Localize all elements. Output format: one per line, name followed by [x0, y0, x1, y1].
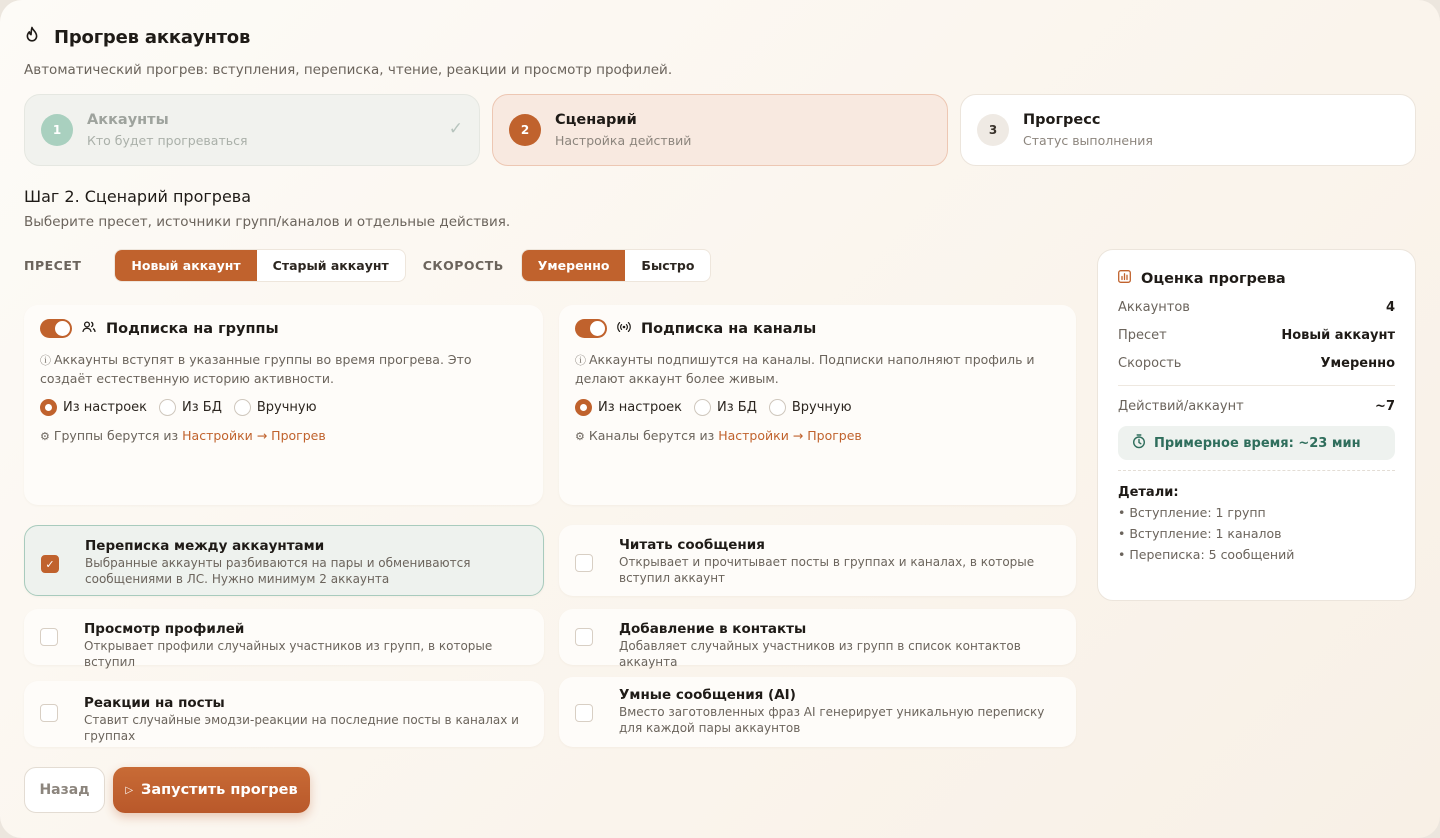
option-title: Умные сообщения (AI) — [619, 687, 796, 703]
checkbox-chat[interactable]: ✓ — [41, 555, 59, 573]
preset-selector — [114, 249, 405, 282]
details-title: Детали: — [1118, 485, 1179, 500]
groups-radio-settings[interactable] — [40, 399, 147, 416]
estimated-time: Примерное время: ~23 мин — [1118, 426, 1395, 460]
stepper — [24, 94, 1416, 166]
step-subtitle: Кто будет прогреваться — [87, 133, 248, 148]
option-description: Ставит случайные эмодзи-реакции на последние посты в каналах и группах — [84, 713, 519, 743]
divider — [1118, 385, 1395, 386]
divider — [1118, 470, 1395, 471]
option-contacts[interactable] — [559, 609, 1076, 669]
summary-row: Аккаунтов 4 — [1118, 300, 1395, 315]
page-subtitle: Автоматический прогрев: вступления, переписка, чтение, реакции и просмотр профилей. — [24, 62, 673, 78]
detail-item: • Переписка: 5 сообщений — [1118, 547, 1295, 562]
summary-row: Скорость Умеренно — [1118, 356, 1395, 371]
channels-card — [559, 305, 1076, 505]
channels-radio-manual[interactable] — [769, 399, 852, 416]
step-subtitle: Статус выполнения — [1023, 133, 1153, 148]
check-icon: ✓ — [448, 119, 463, 139]
channels-description: Аккаунты подпишутся на каналы. Подписки наполняют профиль и делают аккаунт более живым. — [575, 352, 1035, 386]
groups-radio-manual[interactable] — [234, 399, 317, 416]
speed-option-moderate[interactable]: Умеренно — [522, 250, 626, 281]
channels-note: Каналы берутся из — [588, 428, 715, 443]
step-title: Прогресс — [1023, 112, 1101, 128]
checkbox-ai[interactable] — [575, 704, 593, 722]
preset-option-old[interactable]: Старый аккаунт — [272, 258, 389, 273]
radio-label: Вручную — [256, 400, 317, 415]
channels-toggle[interactable] — [575, 319, 607, 338]
detail-item: • Вступление: 1 групп — [1118, 505, 1266, 520]
settings-icon: ⚙ — [40, 430, 50, 443]
info-icon: ⓘ — [575, 354, 586, 367]
start-warmup-button[interactable]: ▷ Запустить прогрев — [113, 767, 310, 813]
summary-actions-row: Действий/аккаунт ~7 — [1118, 399, 1395, 414]
groups-toggle[interactable] — [40, 319, 72, 338]
page-title: Прогрев аккаунтов — [54, 26, 251, 48]
speed-selector — [521, 249, 712, 282]
radio-label: Вручную — [791, 400, 852, 415]
checkbox-profiles[interactable] — [40, 628, 58, 646]
groups-settings-link[interactable]: Настройки → Прогрев — [182, 428, 326, 443]
option-title: Реакции на посты — [84, 695, 225, 711]
option-title: Добавление в контакты — [619, 621, 807, 637]
groups-radio-db[interactable] — [159, 399, 222, 416]
speed-option-fast[interactable]: Быстро — [641, 258, 695, 273]
option-description: Добавляет случайных участников из групп в список контактов аккаунта — [619, 639, 1021, 669]
summary-row: Пресет Новый аккаунт — [1118, 328, 1395, 343]
broadcast-icon — [617, 320, 631, 338]
option-profiles[interactable] — [24, 609, 544, 669]
checkbox-contacts[interactable] — [575, 628, 593, 646]
channels-source-radios — [575, 399, 1060, 416]
settings-icon: ⚙ — [575, 430, 585, 443]
speed-label: СКОРОСТЬ — [422, 258, 504, 273]
detail-item: • Вступление: 1 каналов — [1118, 526, 1282, 541]
section-title: Шаг 2. Сценарий прогрева — [24, 187, 252, 206]
section-subtitle: Выберите пресет, источники групп/каналов и отдельные действия. — [24, 214, 511, 230]
option-read[interactable] — [559, 525, 1076, 596]
back-button[interactable]: Назад — [24, 767, 105, 813]
groups-description: Аккаунты вступят в указанные группы во время прогрева. Это создаёт естественную историю активности. — [40, 352, 472, 386]
page-header — [24, 26, 672, 78]
radio-label: Из настроек — [598, 400, 683, 415]
groups-card — [24, 305, 543, 505]
summary-panel — [1097, 249, 1416, 601]
checkbox-reactions[interactable] — [40, 704, 58, 722]
timer-icon — [1132, 434, 1146, 453]
option-description: Вместо заготовленных фраз AI генерирует уникальную переписку для каждой пары аккаунтов — [619, 705, 1045, 735]
step-accounts[interactable] — [24, 94, 480, 166]
option-description: Выбранные аккаунты разбиваются на пары и обмениваются сообщениями в ЛС. Нужно минимум 2 аккаунта — [85, 556, 471, 586]
flame-icon — [24, 26, 40, 48]
preset-option-new[interactable]: Новый аккаунт — [115, 250, 256, 281]
channels-radio-settings[interactable] — [575, 399, 682, 416]
step-number: 1 — [41, 114, 73, 146]
checkbox-read[interactable] — [575, 554, 593, 572]
channels-radio-db[interactable] — [694, 399, 757, 416]
radio-label: Из настроек — [63, 400, 148, 415]
chart-icon — [1118, 270, 1131, 287]
preset-label: ПРЕСЕТ — [24, 258, 82, 273]
channels-settings-link[interactable]: Настройки → Прогрев — [718, 428, 862, 443]
step-subtitle: Настройка действий — [555, 133, 692, 148]
users-icon — [82, 320, 96, 338]
option-description: Открывает профили случайных участников из групп, в которые вступил — [84, 639, 493, 669]
groups-title: Подписка на группы — [106, 320, 279, 337]
option-title: Читать сообщения — [619, 537, 765, 553]
option-description: Открывает и прочитывает посты в группах и каналах, в которые вступил аккаунт — [619, 555, 1035, 585]
play-icon: ▷ — [125, 784, 134, 796]
step-number: 3 — [977, 114, 1009, 146]
step-scenario[interactable] — [492, 94, 948, 166]
groups-source-radios — [40, 399, 527, 416]
channels-title: Подписка на каналы — [641, 320, 817, 337]
option-title: Переписка между аккаунтами — [85, 538, 325, 554]
option-ai[interactable] — [559, 677, 1076, 747]
preset-speed-row — [24, 249, 711, 282]
option-reactions[interactable] — [24, 681, 544, 747]
option-chat[interactable] — [24, 525, 544, 596]
step-progress[interactable] — [960, 94, 1416, 166]
groups-note: Группы берутся из — [53, 428, 179, 443]
summary-title: Оценка прогрева — [1141, 270, 1286, 287]
radio-label: Из БД — [182, 400, 222, 415]
step-number: 2 — [509, 114, 541, 146]
radio-label: Из БД — [717, 400, 757, 415]
step-title: Аккаунты — [87, 112, 169, 128]
info-icon: ⓘ — [40, 354, 51, 367]
step-title: Сценарий — [555, 112, 637, 128]
option-title: Просмотр профилей — [84, 621, 245, 637]
